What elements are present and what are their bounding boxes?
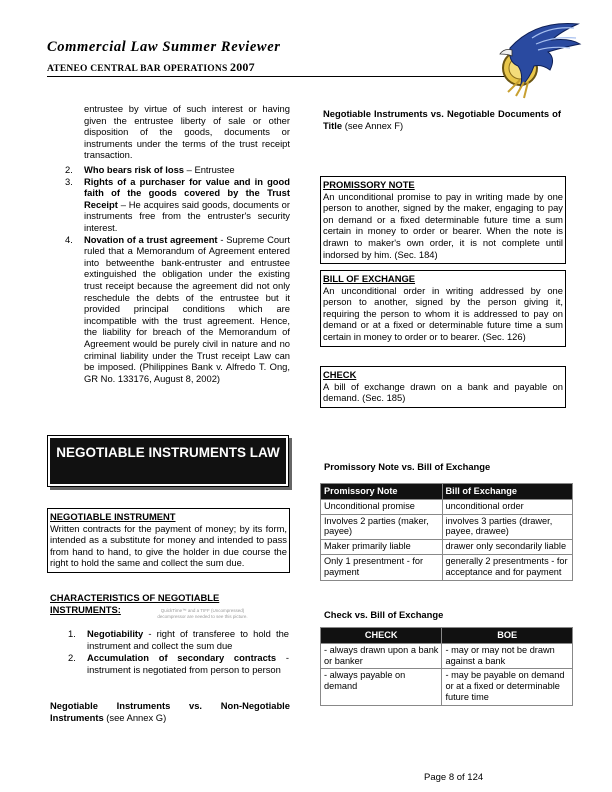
box-heading: BILL OF EXCHANGE <box>323 273 416 284</box>
table-cell: Only 1 presentment - for payment <box>321 554 443 580</box>
characteristics-list <box>68 628 289 675</box>
column-header: Bill of Exchange <box>442 484 572 500</box>
table-cell: Involves 2 parties (maker, payee) <box>321 514 443 540</box>
trust-receipt-list <box>65 164 290 384</box>
table-row <box>321 514 573 540</box>
section-banner: NEGOTIABLE INSTRUMENTS LAW <box>50 438 286 484</box>
promissory-note-box <box>320 176 566 264</box>
box-text: An unconditional order in writing addressed by one person to another, signed by the person giving it, requiring the person to whom it is addressed to pay on demand or at a fixed or determinable future time a sum certain in money to order or to bearer. (Sec. 126) <box>323 284 563 342</box>
header-rule <box>47 76 519 77</box>
table-header-row <box>321 484 573 500</box>
box-heading: CHECK <box>323 369 357 380</box>
list-item: 4. Novation of a trust agreement - Supreme Court ruled that a Memorandum of Agreement entered into betweenthe bank-entruster and entrustee extinguished the obligation under the existing trust receipt because the agreement did not only reschedule the debts of the entrustee but it provided principal conditions which are incompatible with the trust agreement. Hence, the liability for breach of the Memorandum of Agreement would be purely civil in nature and no criminal liability under the Trust receipt Law can be imposed. (Philippines Bank v. Alfredo T. Ong, GR No. 133176, August 8, 2002) <box>65 233 290 384</box>
list-item: 2. Accumulation of secondary contracts - instrument is negotiated from person to person <box>68 652 289 675</box>
table2-title: Check vs. Bill of Exchange <box>324 609 444 620</box>
list-item: 2. Who bears risk of loss – Entrustee <box>65 164 235 175</box>
table-row <box>321 643 573 669</box>
characteristics-heading: CHARACTERISTICS OF NEGOTIABLE INSTRUMENTS: <box>50 592 220 615</box>
image-placeholder-note: QuickTime™ and a TIFF (Uncompressed) decompressor are needed to see this picture. <box>157 608 248 619</box>
eagle-seal-logo <box>490 18 582 104</box>
table-header-row <box>321 628 573 644</box>
column-header: Promissory Note <box>321 484 443 500</box>
table-cell: - always payable on demand <box>321 669 442 705</box>
header-subtitle <box>47 60 255 75</box>
table-row <box>321 669 573 705</box>
list-item: 1. Negotiability - right of transferee to hold the instrument and collect the sum due <box>68 628 289 651</box>
box-heading: NEGOTIABLE INSTRUMENT <box>50 511 176 522</box>
table-cell: involves 3 parties (drawer, payee, drawee) <box>442 514 572 540</box>
table-row <box>321 554 573 580</box>
box-text: A bill of exchange drawn on a bank and payable on demand. (Sec. 185) <box>323 380 563 404</box>
table-row <box>321 540 573 555</box>
table-row <box>321 499 573 514</box>
check-vs-boe-table <box>320 627 573 706</box>
table-cell: unconditional order <box>442 499 572 514</box>
box-text: Written contracts for the payment of money; by its form, intended as a substitute for money and intended to pass from hand to hand, to give the holder in due course the right to hold the same and collect the sum due. <box>50 522 287 569</box>
bill-of-exchange-box <box>320 270 566 347</box>
header-title: Commercial Law Summer Reviewer <box>47 39 281 55</box>
table-cell: - may be payable on demand or at a fixed or determinable future time <box>442 669 573 705</box>
table-cell: - may or may not be drawn against a bank <box>442 643 573 669</box>
table1-title: Promissory Note vs. Bill of Exchange <box>324 461 491 472</box>
page-number: Page 8 of 124 <box>424 772 484 783</box>
list-item: 3. Rights of a purchaser for value and in good faith of the goods covered by the Trust Receipt – He acquires said goods, documents or instruments free from the entruster's security interest. <box>65 175 290 233</box>
box-text: An unconditional promise to pay in writing made by one person to another, signed by the maker, engaging to pay on demand or a fixed determinable future time a sum certain in money to order or bearer. When the note is drawn to maker's own order, it is not complete until indorsed by him. (Sec. 184) <box>323 190 563 260</box>
table-cell: - always drawn upon a bank or banker <box>321 643 442 669</box>
table-cell: generally 2 presentments - for acceptance and for payment <box>442 554 572 580</box>
table-cell: drawer only secondarily liable <box>442 540 572 555</box>
ni-vs-nonnegotiable: Negotiable Instruments vs. Non-Negotiable Instruments (see Annex G) <box>50 700 290 723</box>
header-org: ATENEO CENTRAL BAR OPERATIONS <box>47 64 228 74</box>
table-cell: Maker primarily liable <box>321 540 443 555</box>
column-header: BOE <box>442 628 573 644</box>
ni-vs-documents-of-title: Negotiable Instruments vs. Negotiable Documents of Title (see Annex F) <box>323 108 561 131</box>
table-cell: Unconditional promise <box>321 499 443 514</box>
column-header: CHECK <box>321 628 442 644</box>
check-box <box>320 366 566 408</box>
negotiable-instrument-box <box>47 508 290 573</box>
header-year: 2007 <box>230 60 255 74</box>
trust-receipt-continuation: entrustee by virtue of such interest or having given the entrustee liberty of sale or other disposition of the goods, documents or instruments under the terms of the trust receipt transaction. <box>84 103 290 161</box>
promissory-vs-boe-table <box>320 483 573 581</box>
box-heading: PROMISSORY NOTE <box>323 179 415 190</box>
